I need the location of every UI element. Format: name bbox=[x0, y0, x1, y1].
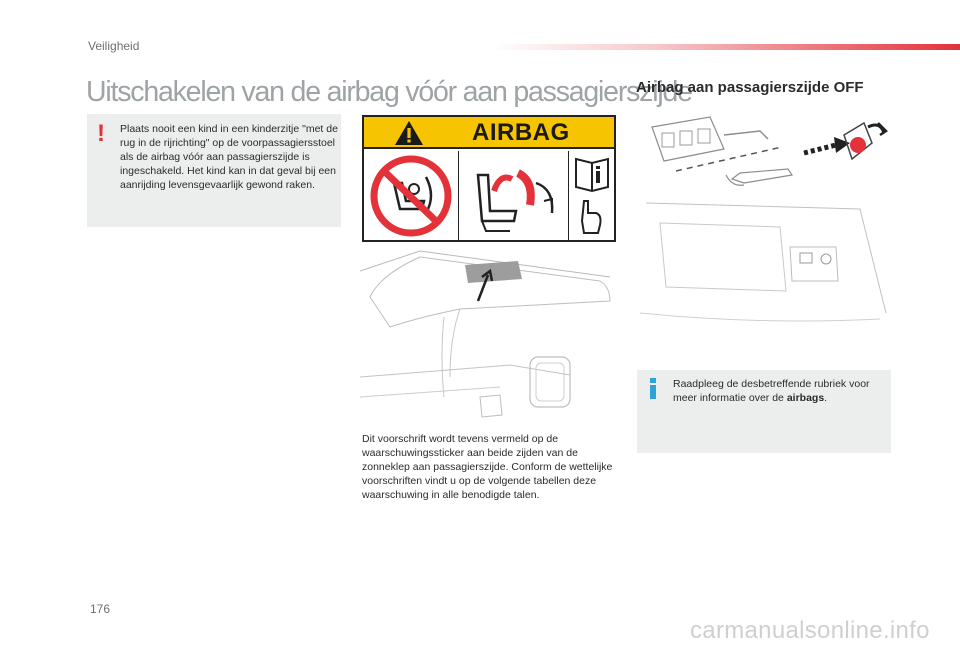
no-rear-facing-seat-icon bbox=[364, 151, 459, 240]
glovebox-switch-illustration bbox=[640, 113, 892, 333]
airbag-warning-sticker bbox=[362, 115, 616, 242]
sticker-header bbox=[364, 117, 614, 149]
sticker-pictograms bbox=[364, 151, 614, 240]
info-box bbox=[637, 370, 891, 453]
watermark: carmanualsonline.info bbox=[690, 617, 930, 644]
header-accent-bar bbox=[490, 44, 960, 50]
section-label: Veiligheid bbox=[88, 39, 140, 53]
page-number: 176 bbox=[90, 602, 111, 616]
airbag-deploy-seat-icon bbox=[460, 151, 569, 240]
sticker-explanation-text: Dit voorschrift wordt tevens vermeld op de waarschuwingssticker aan beide zijden van de zonneklep aan passagierszijde. Conform de wettelijke voorschriften vindt u op de volgende tabellen deze waarschuwing in alle benodigde talen. bbox=[362, 433, 613, 501]
warning-triangle-icon bbox=[394, 120, 424, 146]
info-text: Raadpleeg de desbetreffende rubriek voor meer informatie over de airbags. bbox=[673, 378, 870, 404]
warning-box bbox=[87, 114, 341, 227]
sticker-word: AIRBAG bbox=[472, 119, 570, 146]
sun-visor-illustration bbox=[360, 247, 618, 419]
read-manual-icon bbox=[570, 151, 614, 240]
right-section-title: Airbag aan passagierszijde OFF bbox=[636, 79, 864, 96]
page-title: Uitschakelen van de airbag vóór aan passagierszijde bbox=[86, 76, 692, 108]
info-link-airbags: airbags bbox=[786, 392, 825, 404]
exclamation-icon: ! bbox=[97, 120, 105, 147]
info-icon bbox=[649, 378, 657, 400]
warning-text: Plaats nooit een kind in een kinderzitje "met de rug in de rijrichting" op de voorpassagiersstoel als de airbag vóór aan passagierszijde is ingeschakeld. Het kind kan in dat geval bij een aanrijding levensgevaarlijk gewond raken. bbox=[120, 123, 338, 191]
